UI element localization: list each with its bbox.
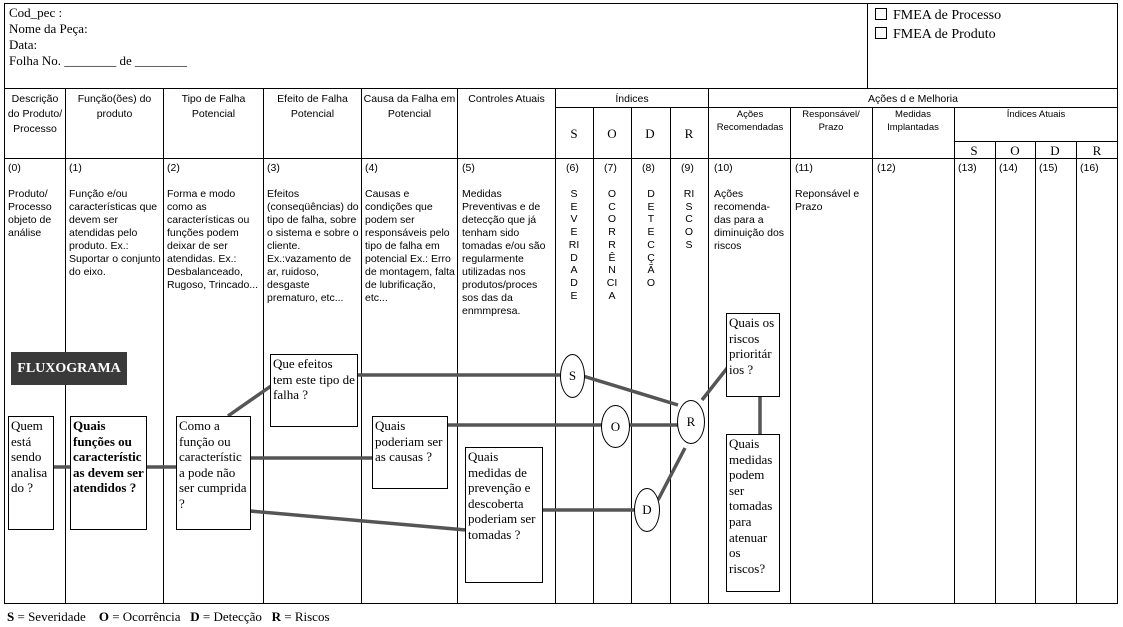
col-number: (5) <box>462 162 475 174</box>
desc-funcao: Função e/ou características que devem ser atendidas pelo produto. Ex.: Suportar o conjunto do eixo. <box>69 188 161 278</box>
index-d: D <box>645 126 655 141</box>
col-number: (7) <box>604 162 617 174</box>
folha-label: Folha No. ________ de ________ <box>9 53 188 68</box>
col-number: (2) <box>167 162 180 174</box>
current-index-d: D <box>1050 143 1060 158</box>
col-indices: Índices <box>615 93 649 105</box>
col-indices-atuais: Índices Atuais <box>1006 109 1066 120</box>
col-number: (12) <box>877 162 896 174</box>
cod-pec-label: Cod_pec : <box>9 5 63 20</box>
vertical-riscos: RISCOS <box>683 188 695 251</box>
col-descricao: Descrição do Produto/ Processo <box>7 93 63 135</box>
col-number: (8) <box>642 162 655 174</box>
col-number: (15) <box>1039 162 1058 174</box>
col-acoes-melhoria: Ações d e Melhoria <box>868 93 958 105</box>
box-quais-funcoes: Quais funções ou característic as devem ser atendidos ? <box>70 416 147 530</box>
desc-causa-falha: Causas e condições que podem ser responsáveis pelo tipo de falha em potencial Ex.: Erro de montagem, falta de lubrificação, etc... <box>365 188 455 304</box>
vertical-ocorrencia: OCORRÊNCIA <box>606 188 618 302</box>
col-number: (4) <box>365 162 378 174</box>
box-quais-medidas: Quais medidas de prevenção e descoberta poderiam ser tomadas ? <box>465 447 543 583</box>
col-number: (14) <box>999 162 1018 174</box>
col-causa-falha: Causa da Falha em Potencial <box>363 93 456 120</box>
col-number: (3) <box>267 162 280 174</box>
col-number: (6) <box>566 162 579 174</box>
current-index-s: S <box>970 143 978 158</box>
col-number: (0) <box>8 162 21 174</box>
box-como-falha: Como a função ou característic a pode não ser cumprida ? <box>176 416 251 530</box>
desc-produto: Produto/ Processo objeto de análise <box>8 188 52 239</box>
col-controles: Controles Atuais <box>468 93 545 105</box>
box-quais-causas: Quais poderiam ser as causas ? <box>372 416 448 489</box>
col-number: (1) <box>69 162 82 174</box>
desc-efeito-falha: Efeitos (conseqüências) do tipo de falha, sobre o sistema e sobre o cliente. Ex.:vazamento de ar, ruidoso, desgaste prematuro, etc... <box>267 188 359 304</box>
col-acoes-recomendadas: Ações Recomendadas <box>716 109 784 133</box>
legend: S = Severidade O = Ocorrência D = Detecção R = Riscos <box>7 609 330 624</box>
col-number: (11) <box>795 162 813 174</box>
vertical-deteccao: DETECÇÃO <box>646 188 656 289</box>
box-quem-analisado: Quem está sendo analisa do ? <box>8 416 54 530</box>
current-index-o: O <box>1010 143 1020 158</box>
col-number: (9) <box>681 162 694 174</box>
box-riscos-prioritarios: Quais os riscos prioritár ios ? <box>726 313 780 397</box>
desc-acoes: Ações recomenda- das para a diminuição dos riscos <box>714 188 785 252</box>
circle-s: S <box>560 354 585 398</box>
circle-r: R <box>677 400 705 444</box>
fluxograma-title: FLUXOGRAMA <box>11 352 127 385</box>
index-s: S <box>570 126 578 141</box>
col-efeito-falha: Efeito de Falha Potencial <box>277 93 348 120</box>
data-label: Data: <box>9 37 38 52</box>
col-number: (16) <box>1080 162 1099 174</box>
fmea-produto-option[interactable]: FMEA de Produto <box>875 25 1001 44</box>
vertical-severidade: SEVERIDADE <box>568 188 580 302</box>
circle-d: D <box>634 488 660 532</box>
index-r: R <box>684 126 694 141</box>
col-number: (10) <box>714 162 733 174</box>
circle-o: O <box>601 405 630 448</box>
current-index-r: R <box>1092 143 1102 158</box>
nome-peca-label: Nome da Peça: <box>9 21 88 36</box>
box-que-efeitos: Que efeitos tem este tipo de falha ? <box>270 354 358 427</box>
col-funcao: Função(ões) do produto <box>77 93 152 120</box>
desc-tipo-falha: Forma e modo como as características ou funções podem deixar de ser atendidas. Ex.: Desbalanceado, Rugoso, Trincado... <box>167 188 259 291</box>
index-o: O <box>607 126 617 141</box>
col-number: (13) <box>958 162 977 174</box>
col-responsavel: Responsável/ Prazo <box>802 109 860 133</box>
fmea-processo-option[interactable]: FMEA de Processo <box>875 6 1001 25</box>
box-atenuar-riscos: Quais medidas podem ser tomadas para atenuar os riscos? <box>726 434 780 592</box>
col-medidas: Medidas Implantadas <box>887 109 939 133</box>
desc-controles: Medidas Preventivas e de detecção que já tenham sido tomadas e/ou são regularmente utilizadas nos produtos/proces sos das da enmmpresa. <box>462 188 546 317</box>
col-tipo-falha: Tipo de Falha Potencial <box>181 93 246 120</box>
desc-responsavel: Reponsável e Prazo <box>795 188 860 213</box>
